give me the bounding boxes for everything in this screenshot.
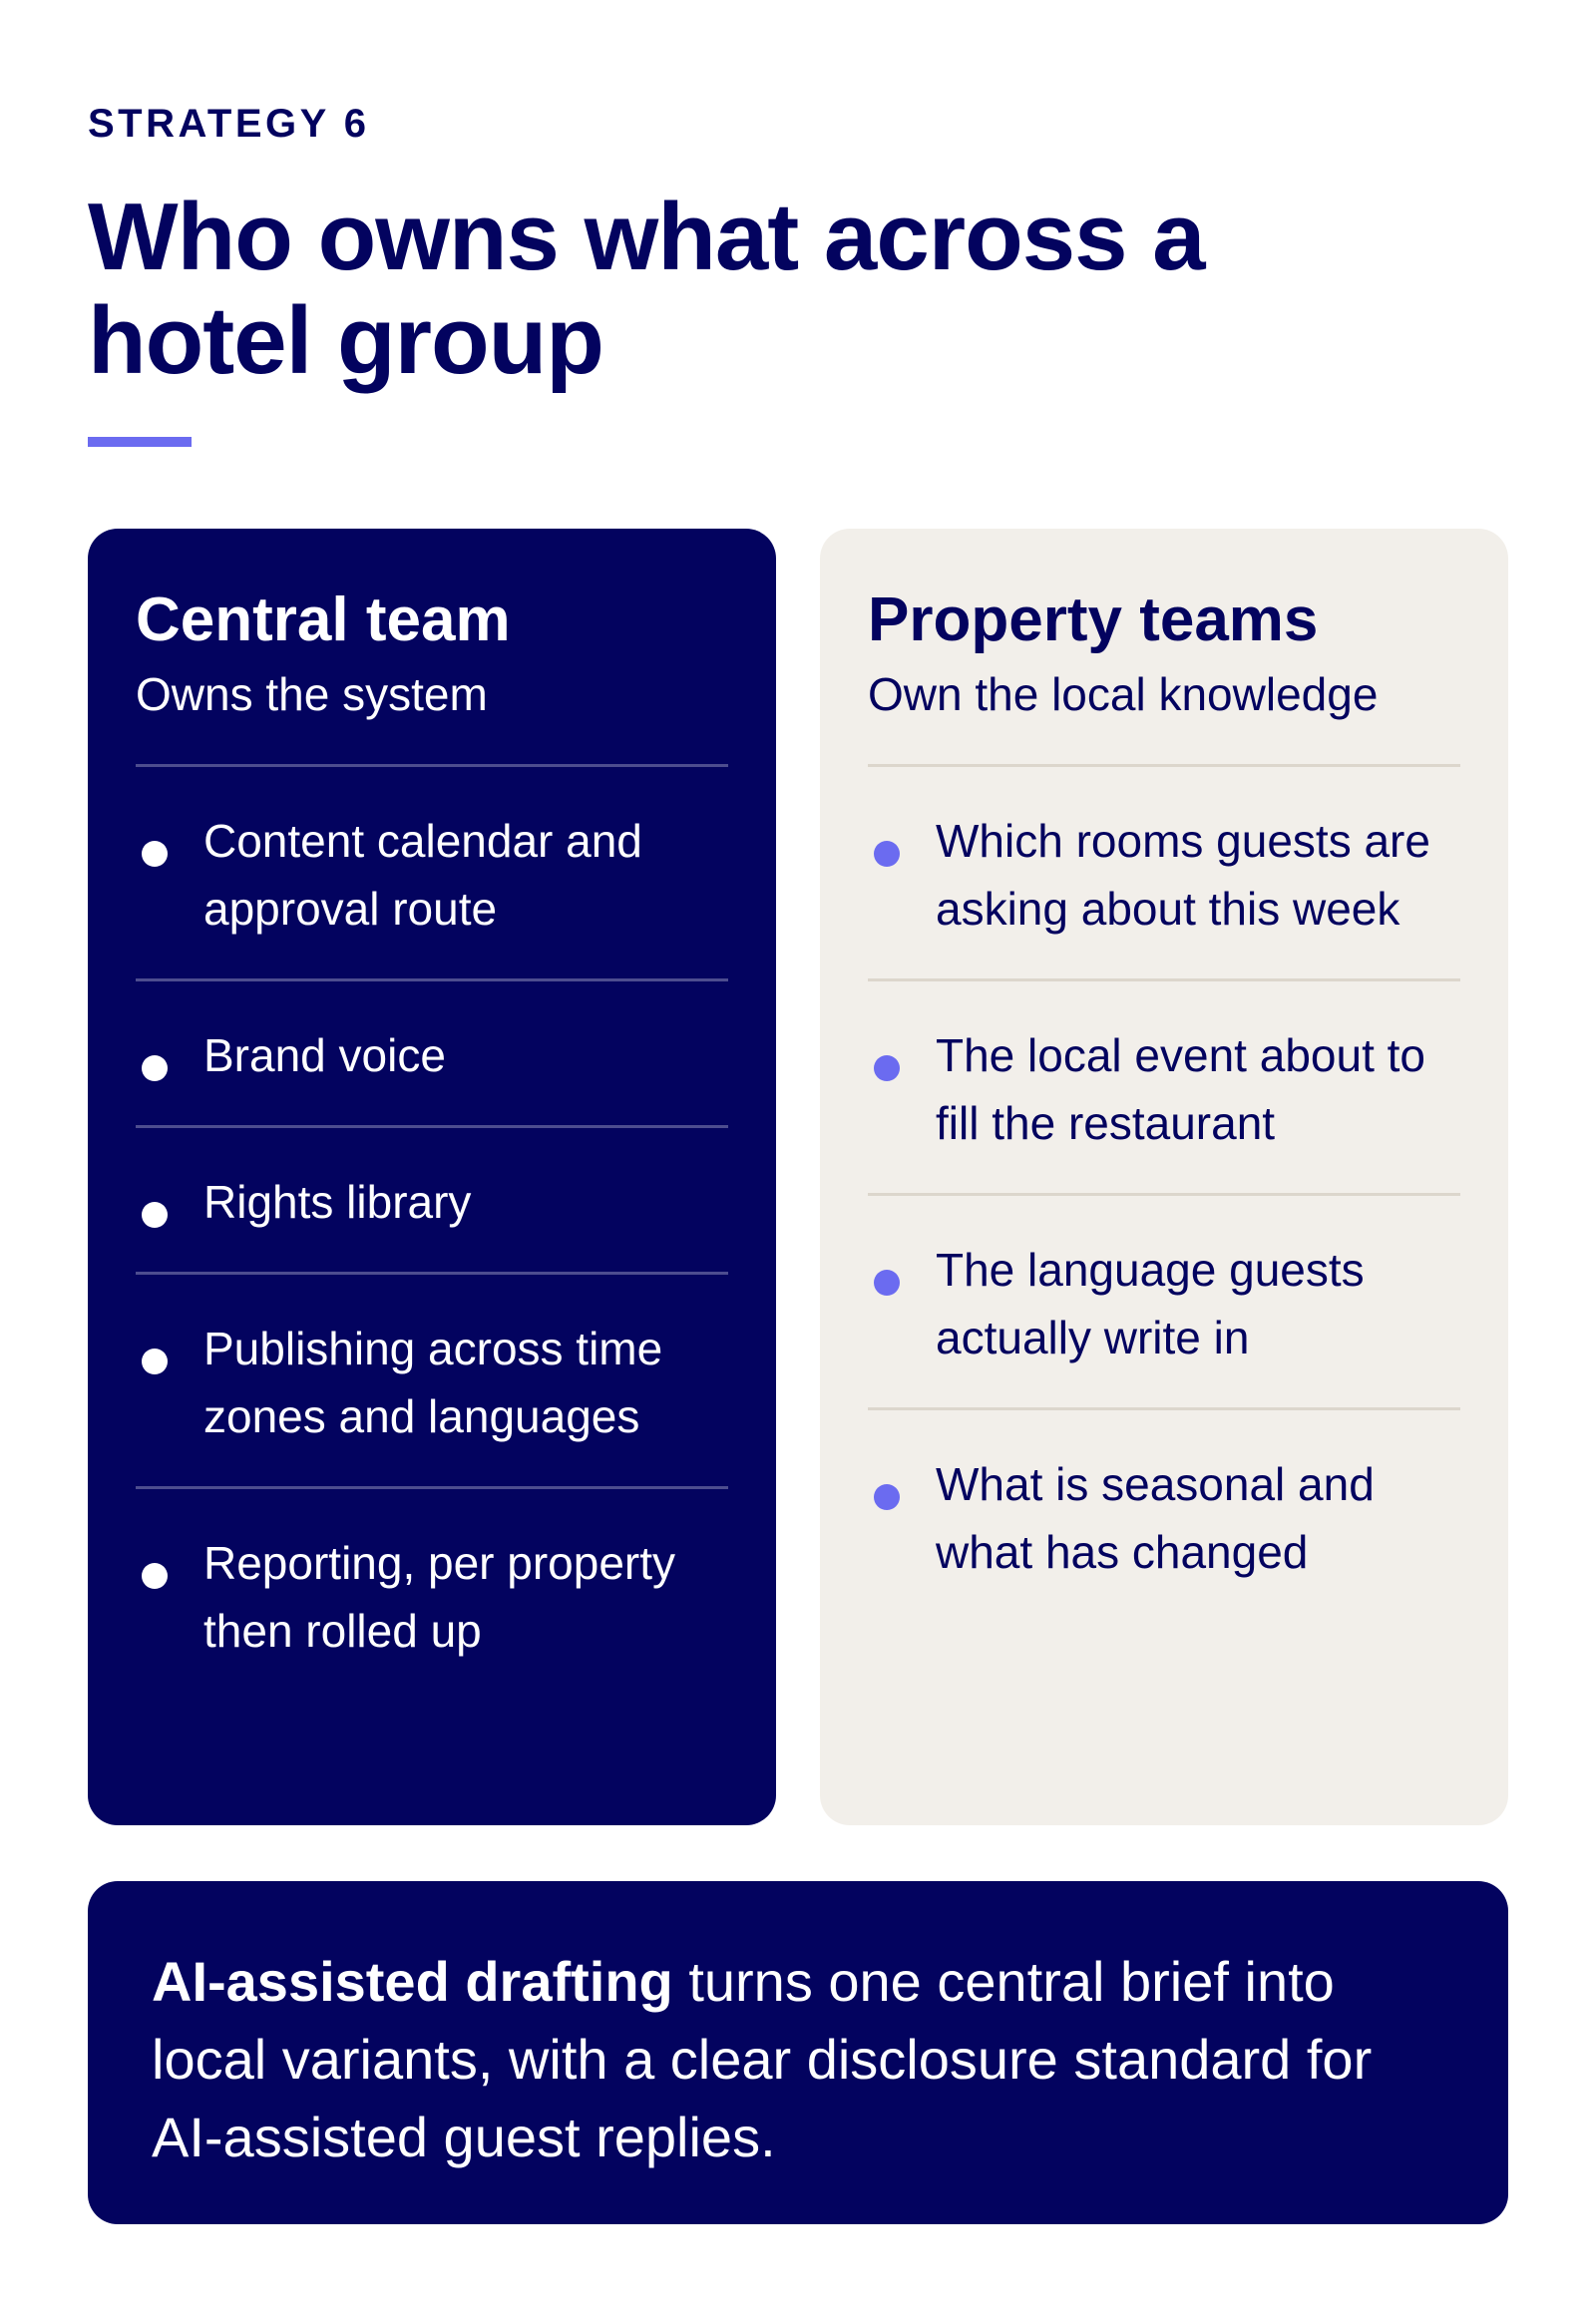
list-item-text: The language guests actually write in <box>936 1244 1365 1363</box>
list-item <box>868 981 1460 1193</box>
list-item <box>136 1128 728 1272</box>
list-item-text: Rights library <box>203 1176 472 1228</box>
list-item <box>136 1275 728 1486</box>
callout-lead: AI-assisted drafting <box>152 1950 673 2013</box>
list-item-text: Which rooms guests are asking about this week <box>936 815 1430 935</box>
central-team-list <box>136 767 728 1701</box>
page-title: Who owns what across a hotel group <box>88 184 1205 394</box>
list-item-text: Brand voice <box>203 1029 446 1081</box>
list-item-text: Reporting, per property then rolled up <box>203 1537 676 1657</box>
list-item-text: Content calendar and approval route <box>203 815 642 935</box>
list-item <box>868 1196 1460 1407</box>
list-item <box>136 767 728 978</box>
list-item <box>868 1410 1460 1622</box>
ai-drafting-callout <box>88 1881 1508 2224</box>
eyebrow-label: STRATEGY 6 <box>88 102 370 146</box>
property-teams-title: Property teams <box>868 585 1319 654</box>
property-teams-card <box>820 529 1508 1825</box>
bullet-icon <box>874 1055 900 1081</box>
list-item <box>868 767 1460 978</box>
bullet-icon <box>142 1202 168 1228</box>
list-item <box>136 1489 728 1701</box>
central-team-subtitle: Owns the system <box>136 668 488 720</box>
central-team-title: Central team <box>136 585 511 654</box>
property-teams-subtitle: Own the local knowledge <box>868 668 1379 720</box>
callout-text <box>152 1943 1438 2176</box>
bullet-icon <box>142 841 168 867</box>
property-teams-list <box>868 767 1460 1622</box>
bullet-icon <box>874 841 900 867</box>
bullet-icon <box>142 1563 168 1589</box>
list-item-text: Publishing across time zones and languages <box>203 1323 663 1442</box>
bullet-icon <box>874 1484 900 1510</box>
bullet-icon <box>874 1270 900 1296</box>
list-item-text: The local event about to fill the restaurant <box>936 1029 1425 1149</box>
bullet-icon <box>142 1055 168 1081</box>
bullet-icon <box>142 1349 168 1374</box>
accent-bar <box>88 437 192 447</box>
list-item-text: What is seasonal and what has changed <box>936 1458 1375 1578</box>
list-item <box>136 981 728 1125</box>
callout-body: turns one central brief into local variants, with a clear disclosure standard for AI-assisted guest replies. <box>152 1950 1373 2168</box>
central-team-card <box>88 529 776 1825</box>
